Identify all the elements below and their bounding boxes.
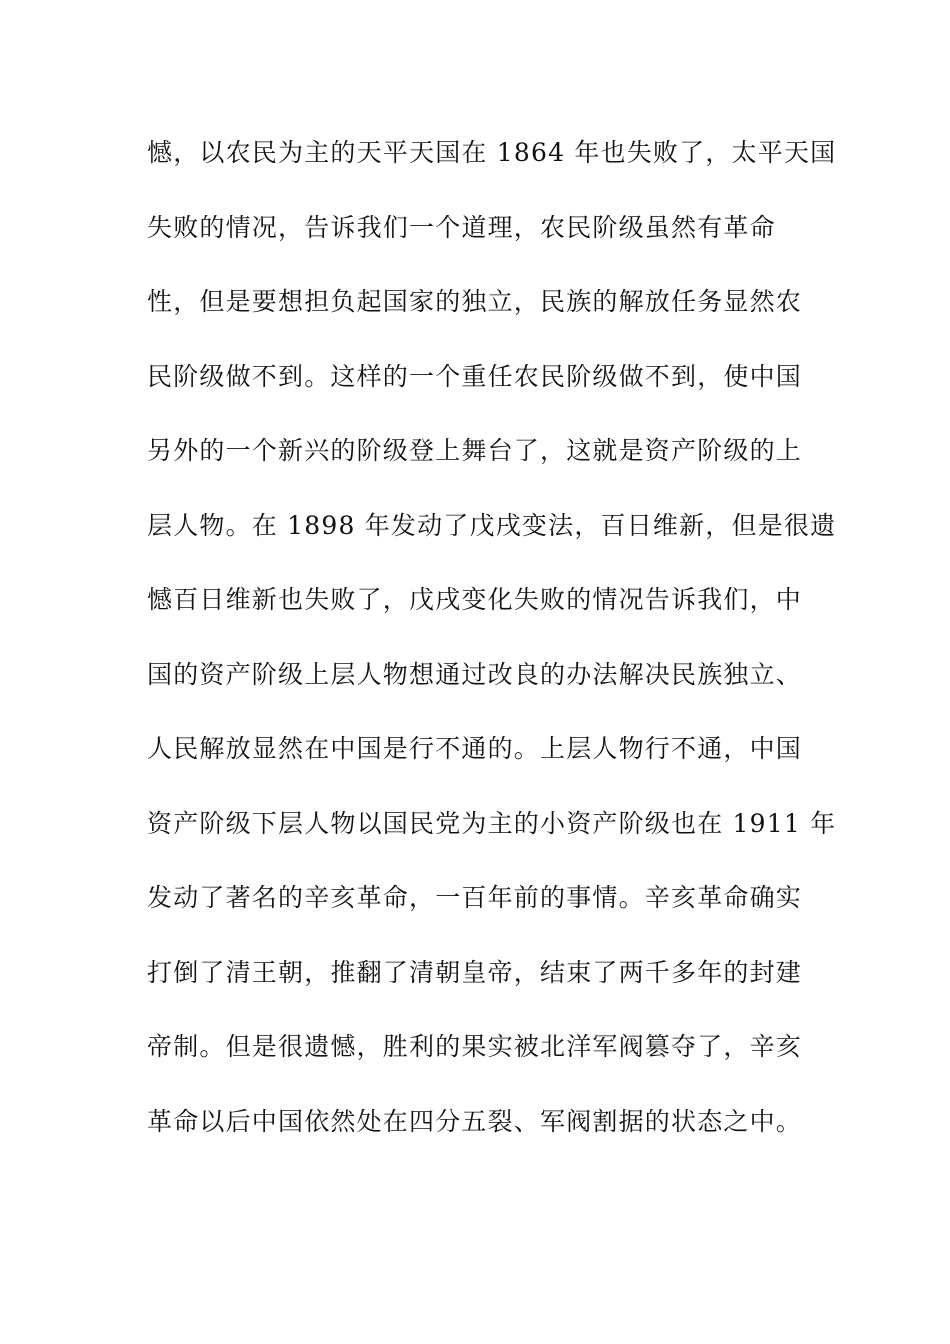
text-line: 国的资产阶级上层人物想通过改良的办法解决民族独立、 (147, 659, 803, 689)
text-line: 失败的情况，告诉我们一个道理，农民阶级虽然有革命 (147, 212, 776, 242)
text-line: 憾百日维新也失败了，戊戌变化失败的情况告诉我们，中 (147, 585, 803, 614)
text-line: 革命以后中国依然处在四分五裂、军阀割据的状态之中。 (147, 1106, 803, 1136)
body-text (147, 130, 837, 1173)
text-line: 另外的一个新兴的阶级登上舞台了，这就是资产阶级的上 (147, 436, 803, 465)
text-line: 层人物。在 1898 年发动了戊戌变法，百日维新，但是很遗 (147, 510, 837, 540)
text-line: 性，但是要想担负起国家的独立，民族的解放任务显然农 (147, 287, 803, 316)
text-line: 憾，以农民为主的天平天国在 1864 年也失败了，太平天国 (147, 138, 837, 167)
text-line: 资产阶级下层人物以国民党为主的小资产阶级也在 1911 年 (147, 808, 837, 838)
text-line: 人民解放显然在中国是行不通的。上层人物行不通，中国 (147, 734, 803, 763)
text-line: 打倒了清王朝，推翻了清朝皇帝，结束了两千多年的封建 (147, 957, 803, 987)
text-line: 发动了著名的辛亥革命，一百年前的事情。辛亥革命确实 (147, 883, 803, 912)
text-line: 帝制。但是很遗憾，胜利的果实被北洋军阀篡夺了，辛亥 (147, 1032, 803, 1061)
text-line: 民阶级做不到。这样的一个重任农民阶级做不到，使中国 (147, 361, 803, 391)
